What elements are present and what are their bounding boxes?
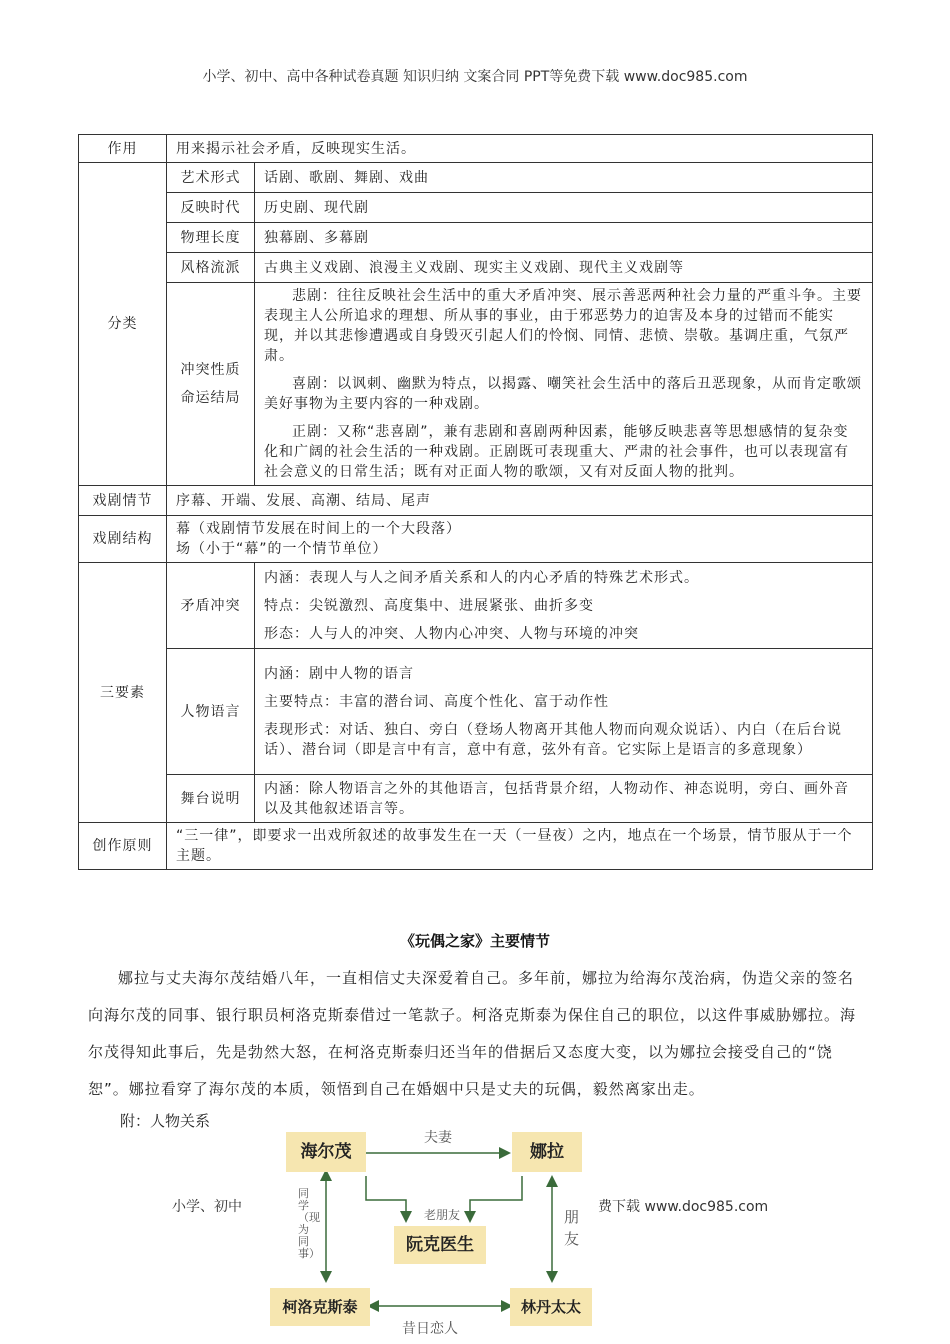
language-meaning: 内涵：剧中人物的语言 xyxy=(264,665,414,682)
fenlei-content-era: 历史剧、现代剧 xyxy=(255,193,873,223)
fenlei-label-conflict xyxy=(167,283,255,486)
label-old-friend: 老朋友 xyxy=(424,1208,461,1222)
node-rank: 阮克医生 xyxy=(394,1226,486,1264)
footer-right: 费下载 www.doc985.com xyxy=(598,1199,769,1215)
row-label-elements: 三要素 xyxy=(79,563,167,823)
label-colleague: 同学（现为同事） xyxy=(298,1187,320,1260)
row-label-structure: 戏剧结构 xyxy=(79,516,167,563)
conflict-feature: 特点：尖锐激烈、高度集中、进展紧张、曲折多变 xyxy=(264,597,594,614)
elements-label-language: 人物语言 xyxy=(167,649,255,775)
node-helmer: 海尔茂 xyxy=(286,1132,366,1172)
node-nora: 娜拉 xyxy=(512,1132,582,1172)
label-former-lovers: 昔日恋人 xyxy=(402,1321,458,1337)
row-label-principle: 创作原则 xyxy=(79,823,167,870)
fenlei-label-length: 物理长度 xyxy=(167,223,255,253)
fenlei-label-era: 反映时代 xyxy=(167,193,255,223)
conflict-label-line1: 冲突性质 xyxy=(180,362,241,378)
old-friend-line-helmer xyxy=(366,1176,406,1220)
elements-content-conflict xyxy=(255,563,873,649)
structure-line1: 幕（戏剧情节发展在时间上的一个大段落） xyxy=(176,521,461,537)
row-label-zuoyong: 作用 xyxy=(79,135,167,163)
structure-line2: 场（小于“幕”的一个情节单位） xyxy=(176,541,388,557)
tragedy-text: 悲剧：往往反映社会生活中的重大矛盾冲突、展示善恶两种社会力量的严重斗争。主要表现主人公所追求的理想、所从事的事业，由于邪恶势力的迫害及本身的过错而不能实现，并以其悲惨遭遇或自身毁灭引起人们的怜悯、同情、悲愤、崇敬。基调庄重，气氛严肃。 xyxy=(264,288,862,364)
node-linde: 林丹太太 xyxy=(510,1288,592,1326)
label-friend: 朋友 xyxy=(564,1208,580,1248)
page-header: 小学、初中、高中各种试卷真题 知识归纳 文案合同 PPT等免费下载 www.doc985.com xyxy=(202,69,748,85)
structure-content xyxy=(167,516,873,563)
fenlei-label-art: 艺术形式 xyxy=(167,163,255,193)
conflict-meaning: 内涵：表现人与人之间矛盾关系和人的内心矛盾的特殊艺术形式。 xyxy=(264,569,699,586)
conflict-form: 形态：人与人的冲突、人物内心冲突、人物与环境的冲突 xyxy=(264,625,639,642)
elements-content-stage: 内涵：除人物语言之外的其他语言，包括背景介绍，人物动作、神态说明，旁白、画外音以及其他叙述语言等。 xyxy=(255,775,873,823)
node-krogstad: 柯洛克斯泰 xyxy=(270,1288,370,1326)
footer-left: 小学、初中 xyxy=(172,1199,242,1215)
fenlei-content-art: 话剧、歌剧、舞剧、戏曲 xyxy=(255,163,873,193)
language-feature: 主要特点：丰富的潜台词、高度个性化、富于动作性 xyxy=(264,693,609,710)
old-friend-line-nora xyxy=(470,1176,522,1220)
drama-text: 正剧：又称“悲喜剧”，兼有悲剧和喜剧两种因素，能够反映悲喜等思想感情的复杂变化和广阔的社会生活的一种戏剧。正剧既可表现重大、严肃的社会事件，也可以表现富有社会意义的日常生活；既有对正面人物的歌颂，又有对反面人物的批判。 xyxy=(264,424,849,480)
conflict-label-line2: 命运结局 xyxy=(180,390,241,406)
fenlei-content-length: 独幕剧、多幕剧 xyxy=(255,223,873,253)
section-title: 《玩偶之家》主要情节 xyxy=(399,932,550,950)
drama-knowledge-table xyxy=(78,134,873,870)
row-label-fenlei: 分类 xyxy=(79,163,167,486)
zuoyong-content: 用来揭示社会矛盾，反映现实生活。 xyxy=(167,135,873,163)
row-label-plot: 戏剧情节 xyxy=(79,486,167,516)
principle-content: “三一律”，即要求一出戏所叙述的故事发生在一天（一昼夜）之内，地点在一个场景，情节服从于一个主题。 xyxy=(167,823,873,870)
fenlei-content-conflict xyxy=(255,283,873,486)
fenlei-content-style: 古典主义戏剧、浪漫主义戏剧、现实主义戏剧、现代主义戏剧等 xyxy=(255,253,873,283)
label-spouse: 夫妻 xyxy=(424,1130,452,1146)
language-form: 表现形式：对话、独白、旁白（登场人物离开其他人物而向观众说话）、内白（在后台说话）、潜台词（即是言中有言，意中有意，弦外有音。它实际上是语言的多意现象） xyxy=(264,721,842,758)
story-paragraph: 娜拉与丈夫海尔茂结婚八年，一直相信丈夫深爱着自己。多年前，娜拉为给海尔茂治病，伪造父亲的签名向海尔茂的同事、银行职员柯洛克斯泰借过一笔款子。柯洛克斯泰为保住自己的职位，以这件事威胁娜拉。海尔茂得知此事后，先是勃然大怒，在柯洛克斯泰归还当年的借据后又态度大变，以为娜拉会接受自己的“饶恕”。娜拉看穿了海尔茂的本质，领悟到自己在婚姻中只是丈夫的玩偶，毅然离家出走。 xyxy=(88,969,857,1098)
appendix-label: 附：人物关系 xyxy=(120,1112,211,1130)
fenlei-label-style: 风格流派 xyxy=(167,253,255,283)
elements-content-language xyxy=(255,649,873,775)
elements-label-conflict: 矛盾冲突 xyxy=(167,563,255,649)
comedy-text: 喜剧：以讽刺、幽默为特点，以揭露、嘲笑社会生活中的落后丑恶现象，从而肯定歌颂美好事物为主要内容的一种戏剧。 xyxy=(264,376,862,412)
character-relationship-diagram xyxy=(260,1120,620,1344)
elements-label-stage: 舞台说明 xyxy=(167,775,255,823)
plot-content: 序幕、开端、发展、高潮、结局、尾声 xyxy=(167,486,873,516)
